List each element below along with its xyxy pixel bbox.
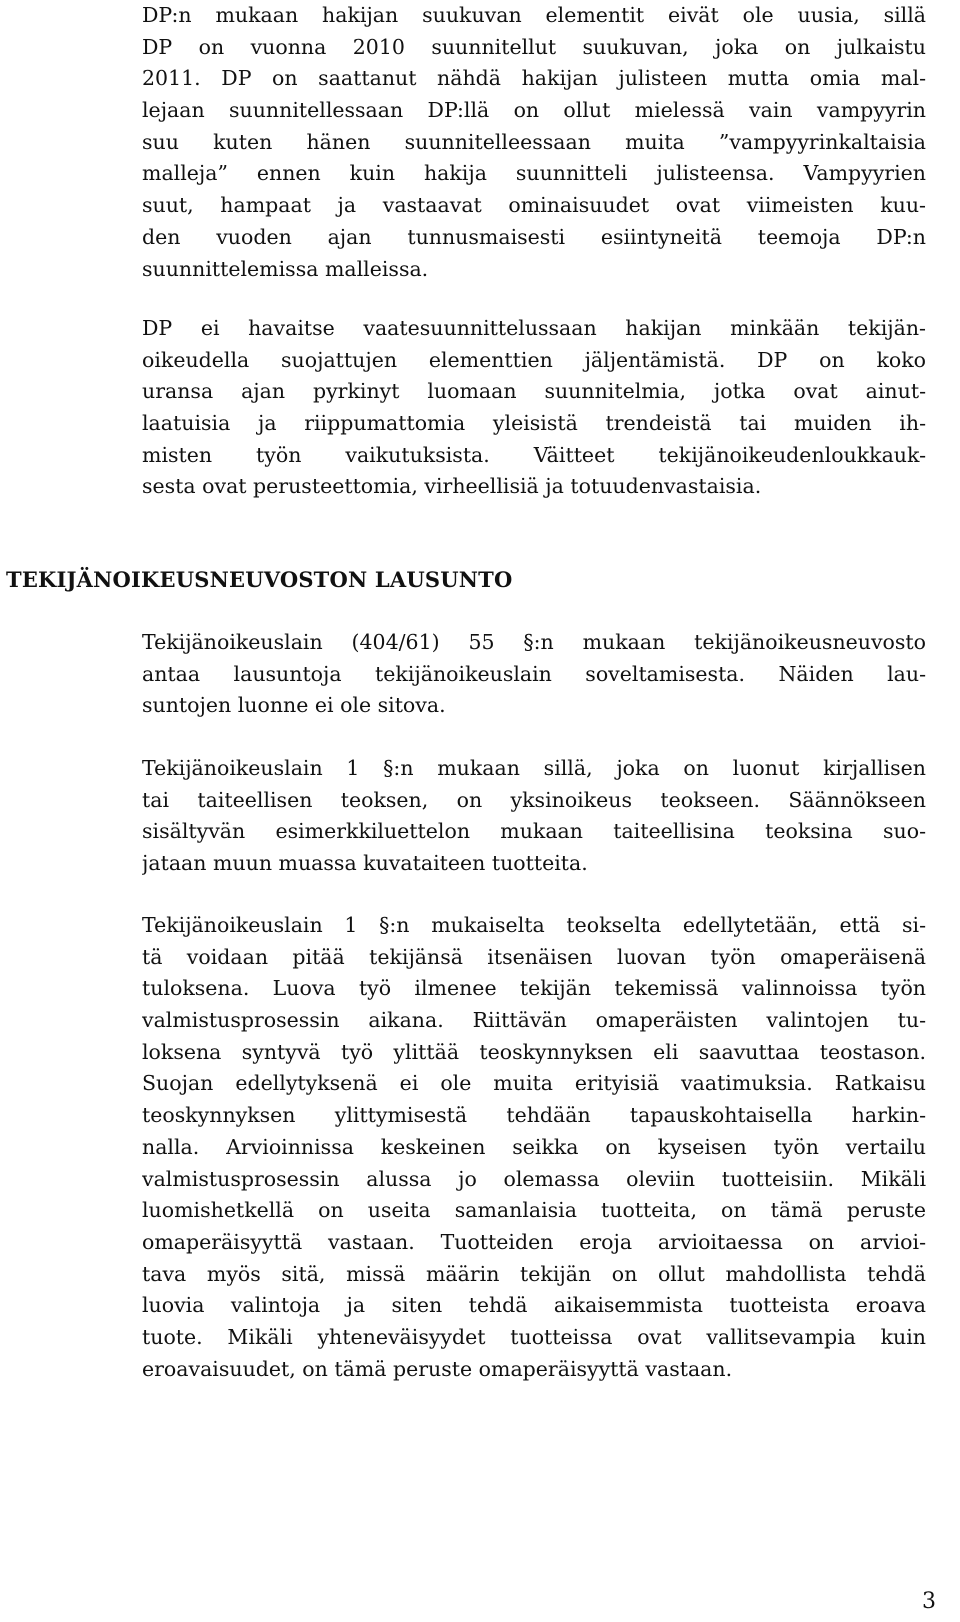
text-line: tuloksena. Luova työ ilmenee tekijän tekemissä valinnoissa työn	[142, 976, 926, 1001]
paragraph-originality-threshold	[142, 910, 926, 1385]
text-line: luovia valintoja ja siten tehdä aikaisemmista tuotteista eroava	[142, 1293, 926, 1318]
text-line: misten työn vaikutuksista. Väitteet tekijänoikeudenloukkauk-	[142, 442, 926, 467]
text-line: jataan muun muassa kuvataiteen tuotteita.	[142, 851, 588, 876]
text-line: loksena syntyvä työ ylittää teoskynnyksen eli saavuttaa teostason.	[142, 1039, 926, 1064]
text-line: Tekijänoikeuslain 1 §:n mukaan sillä, joka on luonut kirjallisen	[142, 756, 926, 780]
paragraph-exclusive-right	[142, 753, 926, 880]
paragraph-council-authority	[142, 627, 926, 722]
paragraph-dp-denial	[142, 313, 926, 503]
text-line: oikeudella suojattujen elementtien jäljentämistä. DP on koko	[142, 347, 926, 372]
text-line: valmistusprosessin aikana. Riittävän omaperäisten valintojen tu-	[142, 1008, 926, 1033]
text-line: DP ei havaitse vaatesuunnittelussaan hakijan minkään tekijän-	[142, 316, 926, 340]
text-line: nalla. Arvioinnissa keskeinen seikka on kyseisen työn vertailu	[142, 1134, 926, 1159]
text-line: lejaan suunnitellessaan DP:llä on ollut mielessä vain vampyyrin	[142, 98, 926, 123]
text-line: 2011. DP on saattanut nähdä hakijan julisteen mutta omia mal-	[142, 66, 926, 91]
page-number: 3	[922, 1589, 936, 1614]
text-line: den vuoden ajan tunnusmaisesti esiintyneitä teemoja DP:n	[142, 224, 926, 249]
text-line: Tekijänoikeuslain (404/61) 55 §:n mukaan tekijänoikeusneuvosto	[142, 630, 926, 654]
text-line: Tekijänoikeuslain 1 §:n mukaiselta teokselta edellytetään, että si-	[142, 913, 926, 937]
text-line: sisältyvän esimerkkiluettelon mukaan taiteellisina teoksina suo-	[142, 819, 926, 844]
text-line: laatuisia ja riippumattomia yleisistä trendeistä tai muiden ih-	[142, 411, 926, 436]
text-line: tai taiteellisen teoksen, on yksinoikeus teokseen. Säännökseen	[142, 787, 926, 812]
text-line: valmistusprosessin alussa jo olemassa oleviin tuotteisiin. Mikäli	[142, 1166, 926, 1191]
text-line: suut, hampaat ja vastaavat ominaisuudet ovat viimeisten kuu-	[142, 193, 926, 218]
text-line: luomishetkellä on useita samanlaisia tuotteita, on tämä peruste	[142, 1198, 926, 1223]
text-line: suunnittelemissa malleissa.	[142, 256, 429, 281]
text-line: teoskynnyksen ylittymisestä tehdään tapauskohtaisella harkin-	[142, 1103, 926, 1128]
section-heading: TEKIJÄNOIKEUSNEUVOSTON LAUSUNTO	[6, 567, 513, 592]
text-line: suntojen luonne ei ole sitova.	[142, 693, 446, 718]
text-line: omaperäisyyttä vastaan. Tuotteiden eroja arvioitaessa on arvioi-	[142, 1229, 926, 1254]
text-line: DP on vuonna 2010 suunnitellut suukuvan, joka on julkaistu	[142, 34, 926, 59]
text-line: DP:n mukaan hakijan suukuvan elementit eivät ole uusia, sillä	[142, 3, 926, 27]
text-line: antaa lausuntoja tekijänoikeuslain soveltamisesta. Näiden lau-	[142, 661, 926, 686]
text-line: eroavaisuudet, on tämä peruste omaperäisyyttä vastaan.	[142, 1356, 733, 1381]
text-line: tava myös sitä, missä määrin tekijän on ollut mahdollista tehdä	[142, 1261, 926, 1286]
text-line: malleja” ennen kuin hakija suunnitteli julisteensa. Vampyyrien	[142, 161, 926, 186]
text-line: uransa ajan pyrkinyt luomaan suunnitelmia, jotka ovat ainut-	[142, 379, 926, 404]
text-line: sesta ovat perusteettomia, virheellisiä ja totuudenvastaisia.	[142, 474, 762, 499]
text-line: tä voidaan pitää tekijänsä itsenäisen luovan työn omaperäisenä	[142, 944, 926, 969]
paragraph-dp-claim	[142, 0, 926, 285]
text-line: suu kuten hänen suunnitelleessaan muita ”vampyyrinkaltaisia	[142, 129, 926, 154]
text-line: Suojan edellytyksenä ei ole muita erityisiä vaatimuksia. Ratkaisu	[142, 1071, 926, 1096]
text-line: tuote. Mikäli yhteneväisyydet tuotteissa ovat vallitsevampia kuin	[142, 1324, 926, 1349]
